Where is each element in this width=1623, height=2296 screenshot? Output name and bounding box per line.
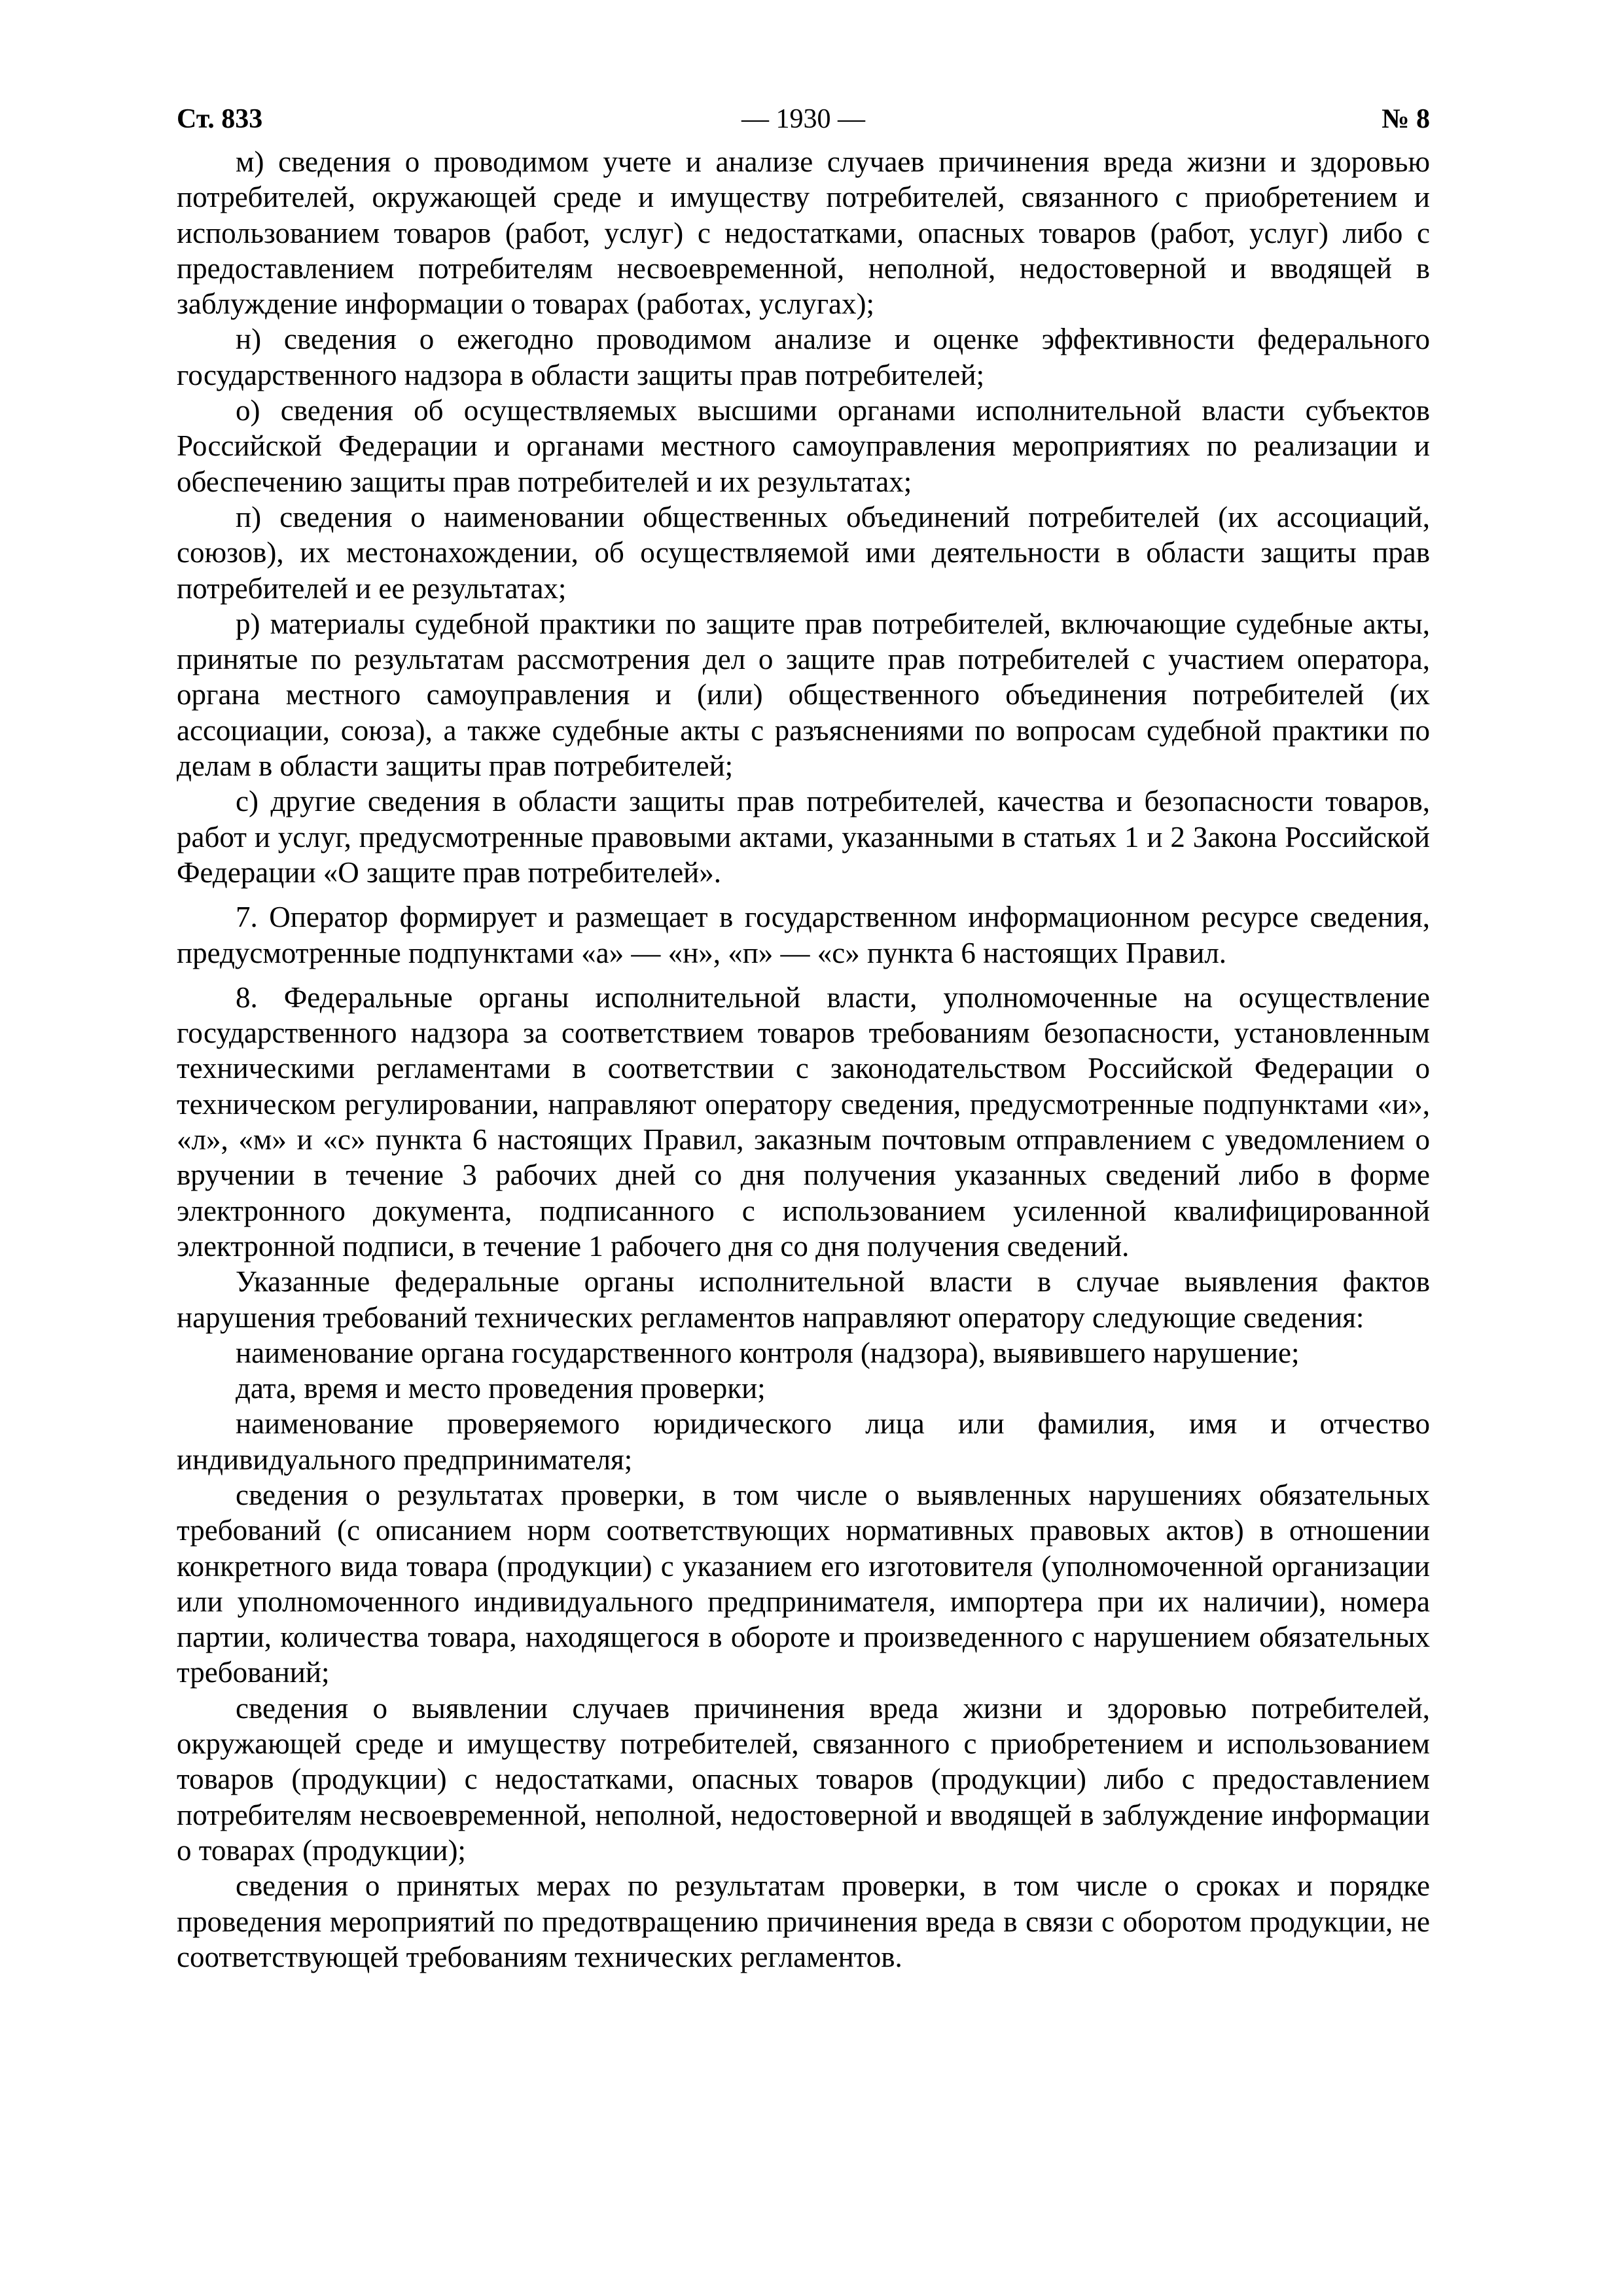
subitem-m: м) сведения о проводимом учете и анализе случаев причинения вреда жизни и здоровью потребителей, окружающей среде и имуществу потребителей, связанного с приобретением и использованием товаров (работ, услуг) с недостатками, опасных товаров (работ, услуг) либо с предоставлением потребителям несвоевременной, неполной, недостоверной и вводящей в заблуждение информации о товарах (работах, услугах); xyxy=(177,145,1430,321)
list-item-authority: наименование органа государственного контроля (надзора), выявившего нарушение; xyxy=(236,1336,1300,1369)
clause-8: 8. Федеральные органы исполнительной власти, уполномоченные на осуществление государственного надзора за соответствием товаров требованиям безопасности, установленным техническими регламентами в соответствии с законодательством Российской Федерации о техническом регулировании, направляют оператору сведения, предусмотренные подпунктами «и», «л», «м» и «с» пункта 6 настоящих Правил, заказным почтовым отправлением с уведомлением о вручении в течение 3 рабочих дней со дня получения указанных сведений либо в форме электронного документа, подписанного с использованием усиленной квалифицированной электронной подписи, в течение 1 рабочего дня со дня получения сведений. xyxy=(177,980,1430,1263)
article-number: Ст. 833 xyxy=(177,104,263,134)
page-header xyxy=(177,98,1430,140)
subitem-n: н) сведения о ежегодно проводимом анализе и оценке эффективности федерального государственного надзора в области защиты прав потребителей; xyxy=(177,323,1430,391)
list-item-measures: сведения о принятых мерах по результатам проверки, в том числе о сроках и порядке проведения мероприятий по предотвращению причинения вреда в связи с оборотом продукции, не соответствующей требованиям технических регламентов. xyxy=(177,1869,1430,1973)
list-item-date: дата, время и место проведения проверки; xyxy=(236,1372,766,1405)
issue-number: № 8 xyxy=(1382,104,1430,134)
document-page xyxy=(177,98,1430,1975)
document-body xyxy=(177,144,1430,1975)
page-number: — 1930 — xyxy=(741,104,865,134)
subitem-p: п) сведения о наименовании общественных объединений потребителей (их ассоциаций, союзов), их местонахождении, об осуществляемой ими деятельности в области защиты прав потребителей и ее результатах; xyxy=(177,500,1430,605)
subitem-s: с) другие сведения в области защиты прав потребителей, качества и безопасности товаров, работ и услуг, предусмотренные правовыми актами, указанными в статьях 1 и 2 Закона Российской Федерации «О защите прав потребителей». xyxy=(177,785,1430,889)
clause-8-intro: Указанные федеральные органы исполнительной власти в случае выявления фактов нарушения требований технических регламентов направляют оператору следующие сведения: xyxy=(177,1265,1430,1334)
subitem-o: о) сведения об осуществляемых высшими органами исполнительной власти субъектов Российской Федерации и органами местного самоуправления мероприятиях по реализации и обеспечению защиты прав потребителей и их результатах; xyxy=(177,394,1430,498)
clause-7: 7. Оператор формирует и размещает в государственном информационном ресурсе сведения, предусмотренные подпунктами «а» — «н», «п» — «с» пункта 6 настоящих Правил. xyxy=(177,901,1430,969)
list-item-harm: сведения о выявлении случаев причинения вреда жизни и здоровью потребителей, окружающей среде и имуществу потребителей, связанного с приобретением и использованием товаров (продукции) с недостатками, опасных товаров (продукции) либо с предоставлением потребителям несвоевременной, неполной, недостоверной и вводящей в заблуждение информации о товарах (продукции); xyxy=(177,1691,1430,1867)
list-item-entity: наименование проверяемого юридического лица или фамилия, имя и отчество индивидуального предпринимателя; xyxy=(177,1407,1430,1476)
subitem-r: р) материалы судебной практики по защите прав потребителей, включающие судебные акты, принятые по результатам рассмотрения дел о защите прав потребителей с участием оператора, органа местного самоуправления и (или) общественного объединения потребителей (их ассоциации, союза), а также судебные акты с разъяснениями по вопросам судебной практики по делам в области защиты прав потребителей; xyxy=(177,607,1430,783)
list-item-results: сведения о результатах проверки, в том числе о выявленных нарушениях обязательных требований (с описанием норм соответствующих нормативных правовых актов) в отношении конкретного вида товара (продукции) с указанием его изготовителя (уполномоченной организации или уполномоченного индивидуального предпринимателя, импортера при их наличии), номера партии, количества товара, находящегося в обороте и произведенного с нарушением обязательных требований; xyxy=(177,1478,1430,1689)
